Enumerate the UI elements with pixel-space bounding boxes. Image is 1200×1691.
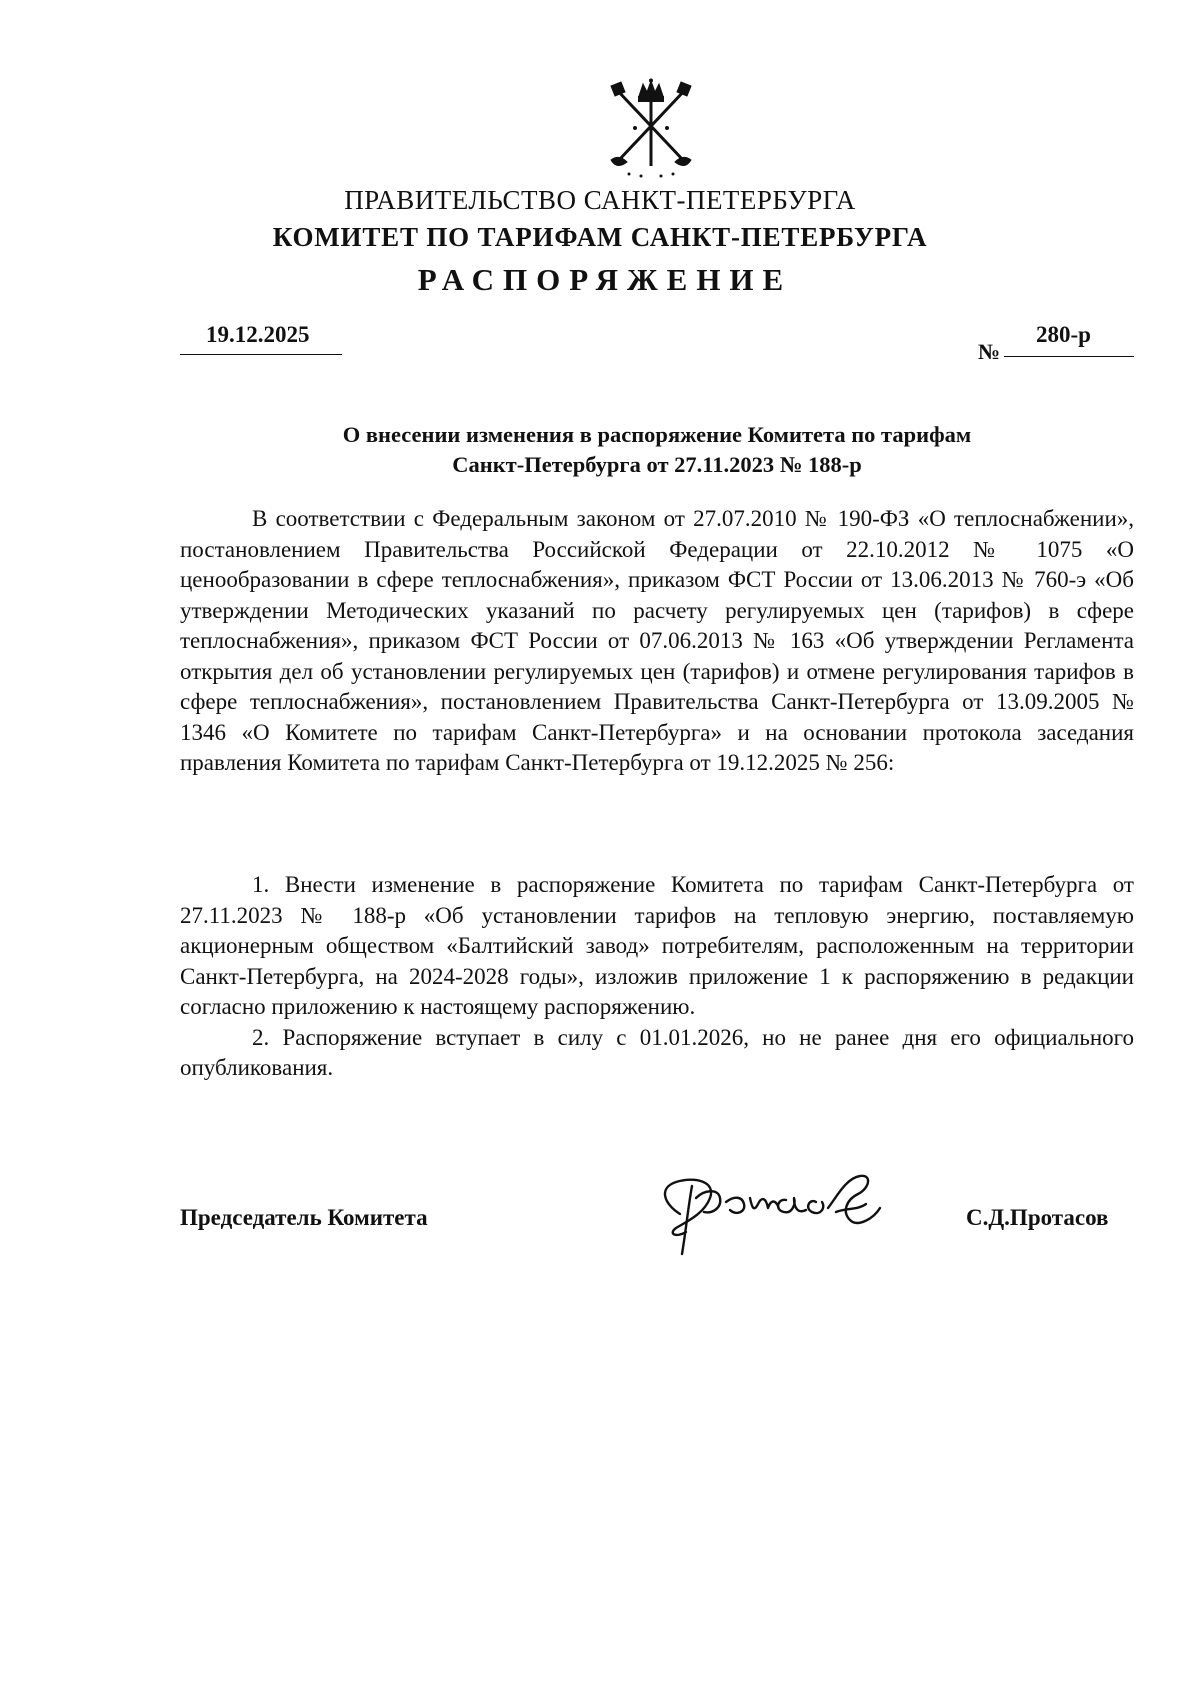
document-number: 280-р [1036,322,1091,347]
government-heading: ПРАВИТЕЛЬСТВО САНКТ-ПЕТЕРБУРГА [344,185,856,215]
preamble-section [180,504,1134,779]
number-label: № [978,339,1001,364]
decision-item-2: 2. Распоряжение вступает в силу с 01.01.2026, но не ранее дня его официального опубликования. [180,1024,1134,1080]
document-date: 19.12.2025 [206,322,310,347]
committee-heading: КОМИТЕТ ПО ТАРИФАМ САНКТ-ПЕТЕРБУРГА [272,222,928,252]
handwritten-signature [646,1168,916,1258]
decision-items [180,870,1134,1084]
title-line-2: Санкт-Петербурга от 27.11.2023 № 188-р [452,452,862,477]
signatory-name: С.Д.Протасов [966,1205,1109,1230]
document-number-field [1004,318,1134,357]
document-type-heading: РАСПОРЯЖЕНИЕ [417,262,793,297]
document-date-field [180,318,342,355]
preamble-paragraph: В соответствии с Федеральным законом от 27.07.2010 № 190-ФЗ «О теплоснабжении», постановлением Правительства Российской Федерации от 22.10.2012 № 1075 «О ценообразовании в сфере теплоснабжения», приказом ФСТ России от 13.06.2013 № 760-э «Об утверждении Методических указаний по расчету регулируемых цен (тарифов) в сфере теплоснабжения», приказом ФСТ России от 07.06.2013 № 163 «Об утверждении Регламента открытия дел об установлении регулируемых цен (тарифов) и отмене регулирования тарифов в сфере теплоснабжения», постановлением Правительства Санкт-Петербурга от 13.09.2005 № 1346 «О Комитете по тарифам Санкт-Петербурга» и на основании протокола заседания правления Комитета по тарифам Санкт-Петербурга от 19.12.2025 № 256: [180,506,1134,775]
signatory-position: Председатель Комитета [180,1205,428,1230]
coat-of-arms-icon [605,78,697,183]
document-title [180,420,1134,480]
title-line-1: О внесении изменения в распоряжение Комитета по тарифам [342,422,972,447]
decision-item-1: 1. Внести изменение в распоряжение Комитета по тарифам Санкт-Петербурга от 27.11.2023 № 188-р «Об установлении тарифов на тепловую энергию, поставляемую акционерным обществом «Балтийский завод» потребителям, расположенным на территории Санкт-Петербурга, на 2024-2028 годы», изложив приложение 1 к распоряжению в редакции согласно приложению к настоящему распоряжению. [180,872,1134,1019]
